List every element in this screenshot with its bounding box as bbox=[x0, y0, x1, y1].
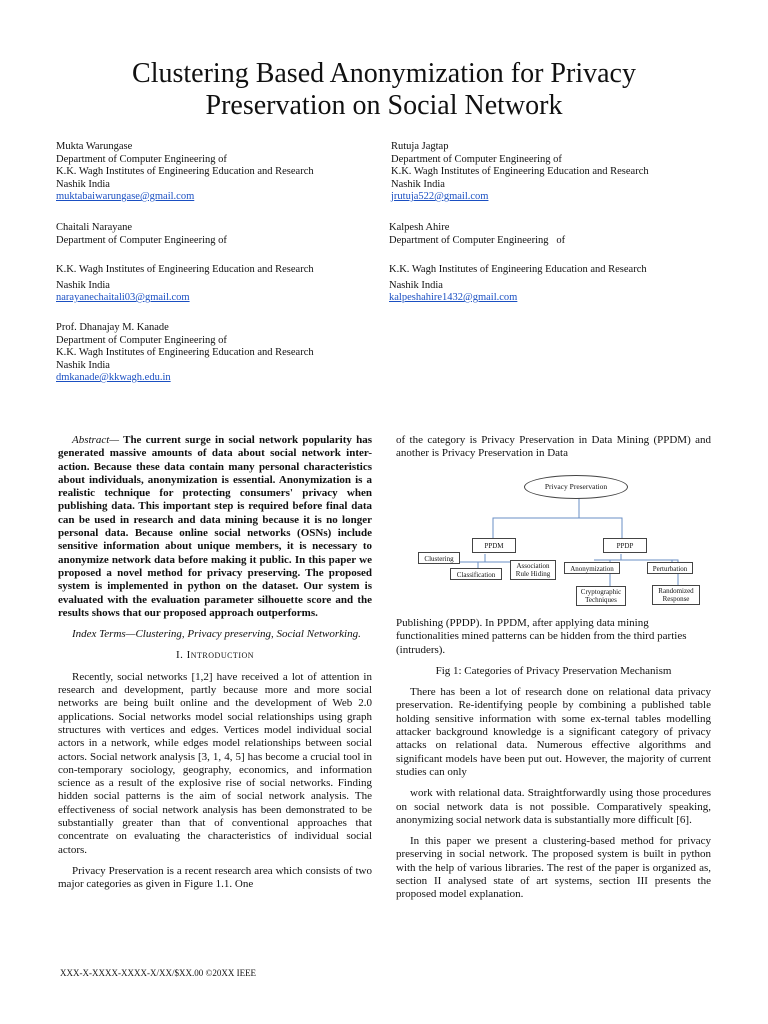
copyright-footer: XXX-X-XXXX-XXXX-X/XX/$XX.00 ©20XX IEEE bbox=[60, 968, 257, 978]
paragraph: Recently, social networks [1,2] have received a lot of attention in research and development, partly because more and more social networks are being built online and the development of Web 2.0 applications. Social networks model social relationships using graph structures with vertices and edges. Vertices model individual social actors in a network, while edges model relationships between social actors. Social network analysis [3, 1, 4, 5] has become a crucial tool in con-temporary sociology, geography, economics, and information science as a result of the explosive rise of social networks. Finding hidden social patterns is the aim of social network analysis. The effectiveness of social network analysis has been demonstrated to be substantially greater than that of conventional approaches that concentrate on evaluating the characteristics of individual social actors. bbox=[58, 670, 372, 856]
author-block-4 bbox=[389, 222, 647, 305]
author-name: Mukta Warungase bbox=[56, 141, 133, 152]
author-dept: Department of Computer Engineering of bbox=[391, 153, 562, 165]
paragraph: There has been a lot of research done on relational data privacy preservation. Re-identifying people by combining a published table holding sensitive information with some ex-ternal tables modelling attacker background knowledge is a significant category of privacy attacks on relational data. Numerous effective algorithms and significant models have been put out. However, the majority of current studies can only bbox=[396, 686, 711, 778]
right-column-bottom bbox=[396, 617, 711, 910]
author-block-5 bbox=[56, 322, 314, 385]
figure-randomized-node: Randomized Response bbox=[652, 585, 700, 605]
paragraph: Privacy Preservation is a recent research area which consists of two major categories as given in Figure 1.1. One bbox=[58, 864, 372, 891]
author-dept: Department of Computer Engineering of bbox=[56, 334, 227, 346]
author-location: Nashik India bbox=[56, 359, 110, 371]
author-dept: Department of Computer Engineering of bbox=[56, 153, 227, 165]
author-location: Nashik India bbox=[389, 279, 443, 291]
left-column bbox=[58, 434, 372, 900]
figure-root-node: Privacy Preservation bbox=[524, 475, 628, 499]
author-name: Chaitali Narayane bbox=[56, 222, 133, 233]
author-email-link[interactable]: dmkanade@kkwagh.edu.in bbox=[56, 372, 171, 383]
author-block-3 bbox=[56, 222, 314, 305]
author-name: Prof. Dhanajay M. Kanade bbox=[56, 322, 169, 333]
author-email-link[interactable]: narayanechaitali03@gmail.com bbox=[56, 292, 190, 303]
author-inst: K.K. Wagh Institutes of Engineering Education and Research bbox=[389, 264, 647, 275]
author-inst: K.K. Wagh Institutes of Engineering Education and Research bbox=[56, 166, 314, 177]
author-dept: Department of Computer Engineering of bbox=[389, 234, 566, 246]
author-email-link[interactable]: jrutuja522@gmail.com bbox=[391, 191, 489, 202]
author-location: Nashik India bbox=[391, 178, 445, 190]
author-inst: K.K. Wagh Institutes of Engineering Education and Research bbox=[56, 264, 314, 275]
paper-title: Clustering Based Anonymization for Privacy Preservation on Social Network bbox=[132, 58, 636, 121]
right-column-top bbox=[396, 434, 711, 469]
author-email-link[interactable]: kalpeshahire1432@gmail.com bbox=[389, 292, 518, 303]
figure-perturbation-node: Perturbation bbox=[647, 562, 693, 574]
figure-cryptographic-node: Cryptographic Techniques bbox=[576, 586, 626, 606]
paragraph: In this paper we present a clustering-based method for privacy preserving in social network. The proposed system is built in python with the help of various libraries. The rest of the paper is organized as, section II analysed state of art systems, section III presents the proposed model explanation. bbox=[396, 835, 711, 901]
figure-ppdm-node: PPDM bbox=[472, 538, 516, 553]
figure-anonymization-node: Anonymization bbox=[564, 562, 620, 574]
author-name: Kalpesh Ahire bbox=[389, 222, 450, 233]
author-email-link[interactable]: muktabaiwarungase@gmail.com bbox=[56, 191, 195, 202]
figure-classification-node: Classification bbox=[450, 568, 502, 580]
author-block-2 bbox=[391, 141, 649, 204]
author-block-1 bbox=[56, 141, 314, 204]
abstract-body: The current surge in social network popularity has generated massive amounts of data about social network inter-action. Because these data contain many personal characteristics about individuals, anonymization is essential. Anonymization is a realistic technique for protecting consumers' privacy when publishing data. This important step is required before final data can be used in research and data mining because it is no longer personal data. Because online social networks (OSNs) include sensitive information about unique members, it is necessary to anonymize network data before making it public. In this paper we proposed a novel method for privacy preserving. The proposed system is implemented in python on the dataset. Our system is evaluated with the evaluation parameter silhouette score and the results shows that our proposed approach outperforms. bbox=[58, 434, 372, 619]
figure-caption: Fig 1: Categories of Privacy Preservation Mechanism bbox=[435, 664, 672, 677]
author-inst: K.K. Wagh Institutes of Engineering Education and Research bbox=[56, 347, 314, 358]
abstract-lead: Abstract— bbox=[72, 434, 120, 446]
index-terms: Index Terms—Clustering, Privacy preserving, Social Networking. bbox=[72, 628, 361, 641]
author-inst: K.K. Wagh Institutes of Engineering Education and Research bbox=[391, 166, 649, 177]
paragraph: work with relational data. Straightforwardly using those procedures on social network data is not possible. Comparatively speaking, anonymizing social network data is substantially more difficult [6]. bbox=[396, 787, 711, 826]
author-name: Rutuja Jagtap bbox=[391, 141, 449, 152]
figure-privacy-categories bbox=[396, 468, 711, 618]
paragraph: Publishing (PPDP). In PPDM, after applying data mining functionalities mined patterns can be hidden from the third parties (intruders). bbox=[396, 617, 687, 656]
figure-clustering-node: Clustering bbox=[418, 552, 460, 564]
figure-association-node: Association Rule Hiding bbox=[510, 560, 556, 580]
abstract bbox=[58, 434, 372, 620]
paragraph: of the category is Privacy Preservation in Data Mining (PPDM) and another is Privacy Preservation in Data bbox=[396, 434, 711, 460]
author-location: Nashik India bbox=[56, 178, 110, 190]
section-heading: I. Introduction bbox=[175, 649, 255, 662]
author-dept: Department of Computer Engineering of bbox=[56, 234, 227, 246]
figure-ppdp-node: PPDP bbox=[603, 538, 647, 553]
author-location: Nashik India bbox=[56, 279, 110, 291]
